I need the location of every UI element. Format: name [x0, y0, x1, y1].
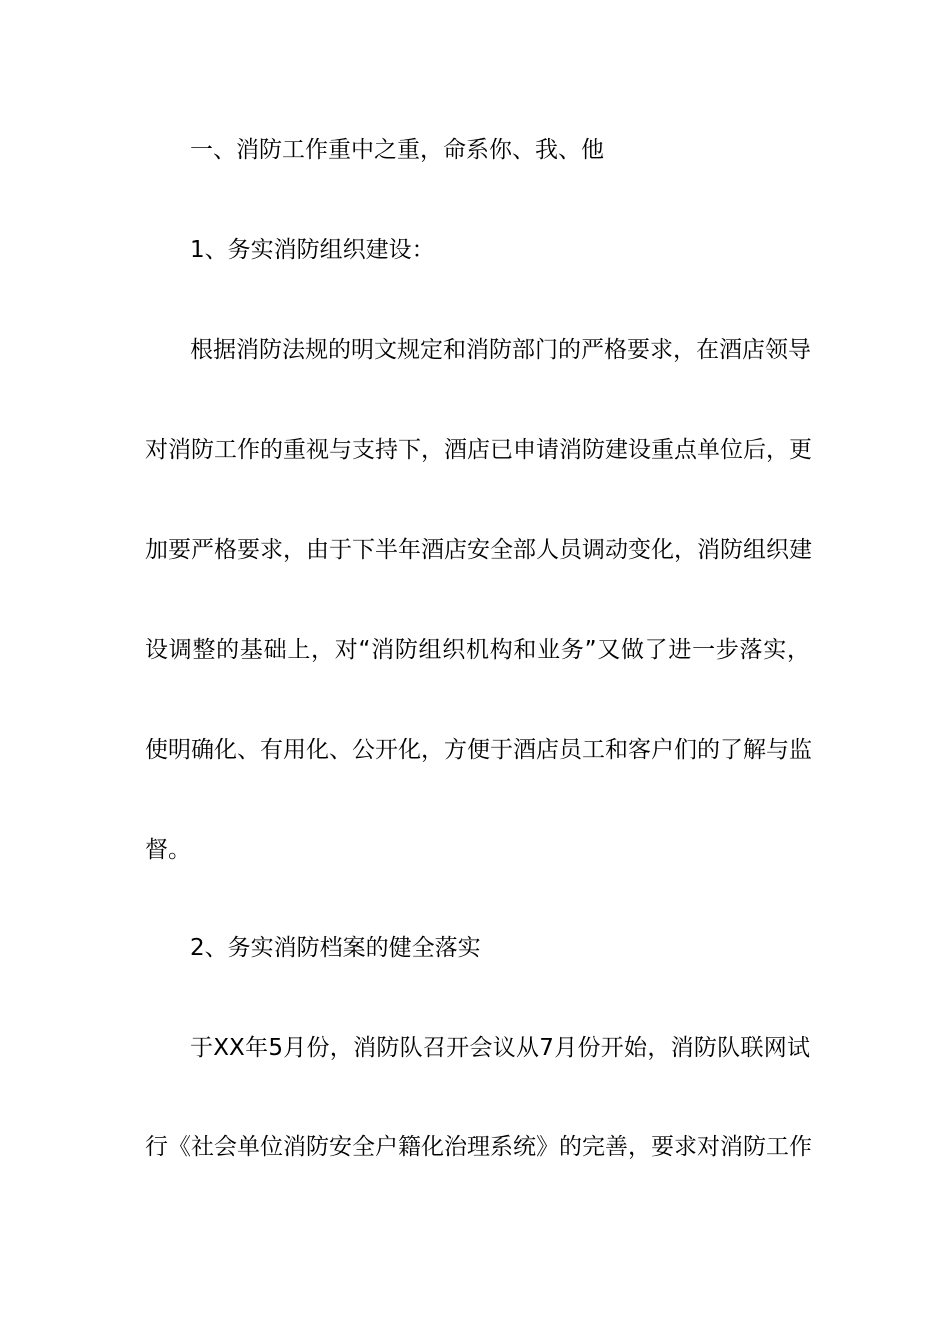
paragraph-line: 设调整的基础上，对“消防组织机构和业务”又做了进一步落实，	[145, 637, 810, 663]
paragraph-line: 督。	[145, 837, 191, 863]
section-heading: 一、消防工作重中之重，命系你、我、他	[190, 137, 604, 163]
paragraph-line: 加要严格要求，由于下半年酒店安全部人员调动变化，消防组织建	[145, 537, 812, 563]
paragraph-line: 根据消防法规的明文规定和消防部门的严格要求，在酒店领导	[190, 337, 811, 363]
paragraph-line: 对消防工作的重视与支持下，酒店已申请消防建设重点单位后，更	[145, 437, 812, 463]
paragraph-line: 使明确化、有用化、公开化，方便于酒店员工和客户们的了解与监	[145, 737, 812, 763]
paragraph-line: 于XX年5月份，消防队召开会议从7月份开始，消防队联网试	[190, 1035, 810, 1061]
subsection-heading: 1、务实消防组织建设：	[190, 237, 435, 263]
subsection-heading: 2、务实消防档案的健全落实	[190, 935, 481, 961]
paragraph-line: 行《社会单位消防安全户籍化治理系统》的完善，要求对消防工作	[145, 1134, 812, 1160]
